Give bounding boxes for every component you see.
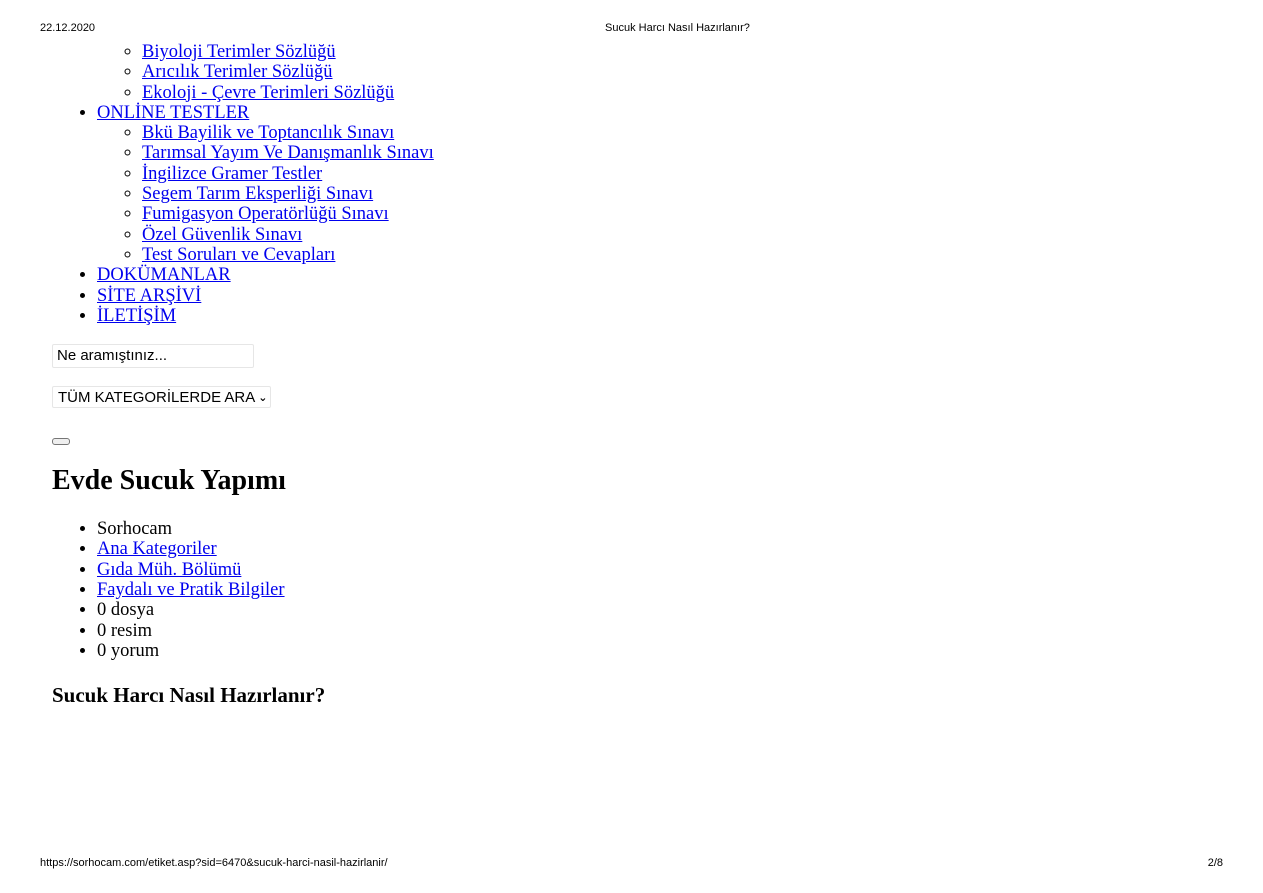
submenu-item bbox=[142, 143, 1212, 163]
menu-item-site-arsivi bbox=[97, 286, 1212, 306]
submenu-link-ingilizce[interactable]: İngilizce Gramer Testler bbox=[142, 163, 323, 184]
submenu-link-ozel-guvenlik[interactable]: Özel Güvenlik Sınavı bbox=[142, 224, 303, 245]
submenu-link-fumigasyon[interactable]: Fumigasyon Operatörlüğü Sınavı bbox=[142, 204, 389, 225]
meta-comments: • 0 yorum bbox=[97, 641, 1212, 661]
main-menu bbox=[52, 103, 1212, 326]
submenu-link-biyoloji[interactable]: Biyoloji Terimler Sözlüğü bbox=[142, 42, 336, 62]
breadcrumb-link-gida[interactable]: Gıda Müh. Bölümü bbox=[97, 559, 242, 580]
menu-link-online-testler[interactable]: ONLİNE TESTLER bbox=[97, 102, 250, 123]
submenu-link-segem[interactable]: Segem Tarım Eksperliği Sınavı bbox=[142, 184, 374, 205]
search-button[interactable] bbox=[52, 438, 70, 445]
menu-item-iletisim bbox=[97, 306, 1212, 326]
meta-author: • Sorhocam bbox=[97, 519, 1212, 539]
submenu-item bbox=[142, 83, 1212, 103]
meta-breadcrumb-item bbox=[97, 560, 1212, 580]
menu-item-dokumanlar bbox=[97, 265, 1212, 285]
submenu-item bbox=[142, 164, 1212, 184]
submenu-item bbox=[142, 123, 1212, 143]
meta-files: • 0 dosya bbox=[97, 600, 1212, 620]
online-testler-submenu bbox=[97, 123, 1212, 265]
category-select[interactable] bbox=[52, 386, 271, 408]
menu-item-online-testler bbox=[97, 103, 1212, 265]
article-title: Evde Sucuk Yapımı bbox=[52, 465, 286, 497]
menu-link-dokumanlar[interactable]: DOKÜMANLAR bbox=[97, 265, 231, 286]
page-content bbox=[52, 42, 1212, 707]
menu-link-site-arsivi[interactable]: SİTE ARŞİVİ bbox=[97, 285, 202, 306]
meta-images: • 0 resim bbox=[97, 621, 1212, 641]
submenu-link-test-sorulari[interactable]: Test Soruları ve Cevapları bbox=[142, 244, 336, 265]
submenu-item bbox=[142, 184, 1212, 204]
breadcrumb-link-ana-kategoriler[interactable]: Ana Kategoriler bbox=[97, 539, 217, 560]
submenu-item bbox=[142, 42, 1212, 62]
chevron-down-icon: ⌄ bbox=[258, 391, 268, 404]
print-url: https://sorhocam.com/etiket.asp?sid=6470&sucuk-harci-nasil-hazirlanir/ bbox=[40, 857, 388, 869]
article-meta bbox=[52, 519, 1212, 661]
article-subtitle: Sucuk Harcı Nasıl Hazırlanır? bbox=[52, 683, 326, 708]
menu-link-iletisim[interactable]: İLETİŞİM bbox=[97, 305, 177, 326]
print-date: 22.12.2020 bbox=[40, 22, 96, 34]
submenu-item bbox=[142, 225, 1212, 245]
sozluk-submenu bbox=[52, 42, 1212, 103]
submenu-link-aricilik[interactable]: Arıcılık Terimler Sözlüğü bbox=[142, 62, 333, 83]
submenu-link-bku[interactable]: Bkü Bayilik ve Toptancılık Sınavı bbox=[142, 123, 395, 144]
submenu-item bbox=[142, 62, 1212, 82]
breadcrumb-link-faydali[interactable]: Faydalı ve Pratik Bilgiler bbox=[97, 580, 285, 601]
print-page-number: 2/8 bbox=[1207, 857, 1223, 869]
meta-breadcrumb-item bbox=[97, 580, 1212, 600]
submenu-link-ekoloji[interactable]: Ekoloji - Çevre Terimleri Sözlüğü bbox=[142, 82, 395, 103]
submenu-item bbox=[142, 245, 1212, 265]
submenu-item bbox=[142, 204, 1212, 224]
meta-breadcrumb-item bbox=[97, 539, 1212, 559]
search-input[interactable]: Ne aramıştınız... bbox=[52, 344, 254, 368]
category-select-value: TÜM KATEGORİLERDE ARA bbox=[58, 388, 256, 406]
submenu-link-tarimsal-yayim[interactable]: Tarımsal Yayım Ve Danışmanlık Sınavı bbox=[142, 143, 434, 164]
print-page-title: Sucuk Harcı Nasıl Hazırlanır? bbox=[605, 22, 750, 34]
